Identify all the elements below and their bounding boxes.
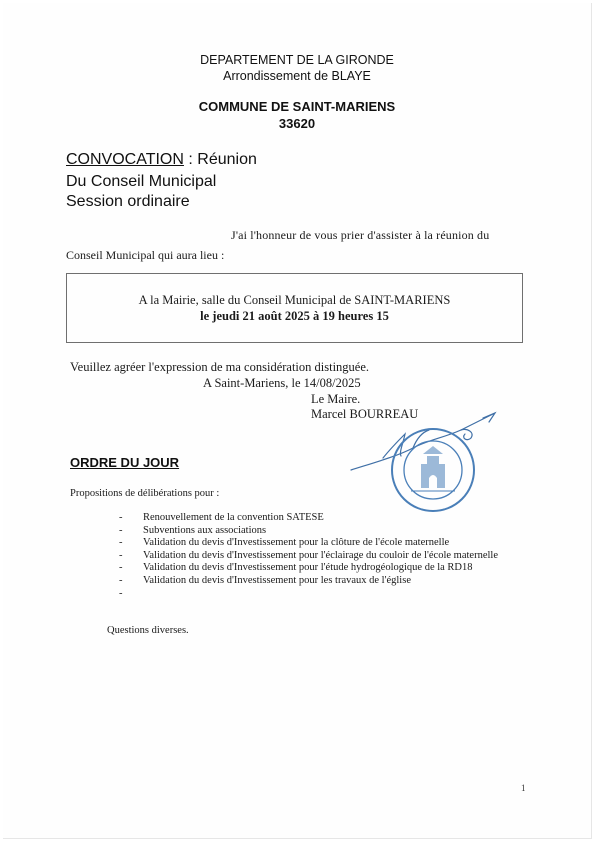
meeting-date: le jeudi 21 août 2025 à 19 heures 15: [200, 309, 389, 323]
agenda-item: [119, 550, 539, 563]
place-and-date: A Saint-Mariens, le 14/08/2025: [203, 376, 361, 390]
list-bullet: -: [119, 512, 123, 523]
convocation-suffix: : Réunion: [183, 151, 257, 168]
intro-line-1: J'ai l'honneur de vous prier d'assister à la réunion du: [231, 228, 490, 242]
list-bullet: -: [119, 562, 123, 574]
convocation-word: CONVOCATION: [66, 151, 184, 168]
departement-heading: DEPARTEMENT DE LA GIRONDE: [200, 53, 394, 67]
intro-line-2: Conseil Municipal qui aura lieu :: [66, 248, 225, 262]
agenda-intro: Propositions de délibérations pour :: [70, 488, 220, 499]
postal-code: 33620: [278, 116, 316, 131]
list-bullet: -: [119, 587, 123, 599]
mayor-signature-and-stamp: [343, 408, 503, 518]
mayor-title: Le Maire.: [311, 392, 361, 406]
meeting-location: A la Mairie, salle du Conseil Municipal de SAINT-MARIENS: [138, 293, 451, 307]
agenda-item: [119, 537, 539, 550]
agenda-item-text: Renouvellement de la convention SATESE: [143, 512, 324, 523]
list-bullet: -: [119, 537, 123, 549]
arrondissement-heading: Arrondissement de BLAYE: [223, 69, 371, 83]
list-bullet: -: [119, 574, 123, 586]
convocation-line-2: Du Conseil Municipal: [66, 173, 217, 190]
questions-diverses: Questions diverses.: [107, 625, 189, 636]
convocation-line-3: Session ordinaire: [66, 193, 190, 210]
agenda-item: [119, 562, 539, 575]
agenda-item: [119, 575, 539, 588]
agenda-list: [119, 512, 539, 599]
mairie-stamp-icon: [392, 429, 474, 511]
agenda-item-text: Subventions aux associations: [143, 524, 267, 536]
closing-formula: Veuillez agréer l'expression de ma considération distinguée.: [70, 360, 370, 374]
agenda-item-text: Validation du devis d'Investissement pour l'éclairage du couloir de l'école maternelle: [143, 549, 498, 561]
page-number: 1: [521, 783, 526, 793]
document-page: [3, 3, 592, 839]
agenda-item: [119, 512, 539, 525]
mayor-name: Marcel BOURREAU: [311, 407, 419, 421]
agenda-item-text: Validation du devis d'Investissement pour l'étude hydrogéologique de la RD18: [143, 562, 473, 574]
agenda-item: [119, 525, 539, 538]
agenda-title: ORDRE DU JOUR: [70, 455, 180, 470]
agenda-item-text: Validation du devis d'Investissement pour les travaux de l'église: [143, 574, 411, 586]
agenda-item-text: Validation du devis d'Investissement pour la clôture de l'école maternelle: [143, 537, 450, 549]
meeting-info-box: [66, 273, 523, 343]
convocation-title: [66, 151, 257, 169]
list-bullet: -: [119, 524, 123, 536]
list-bullet: -: [119, 549, 123, 561]
commune-heading: COMMUNE DE SAINT-MARIENS: [198, 99, 396, 114]
